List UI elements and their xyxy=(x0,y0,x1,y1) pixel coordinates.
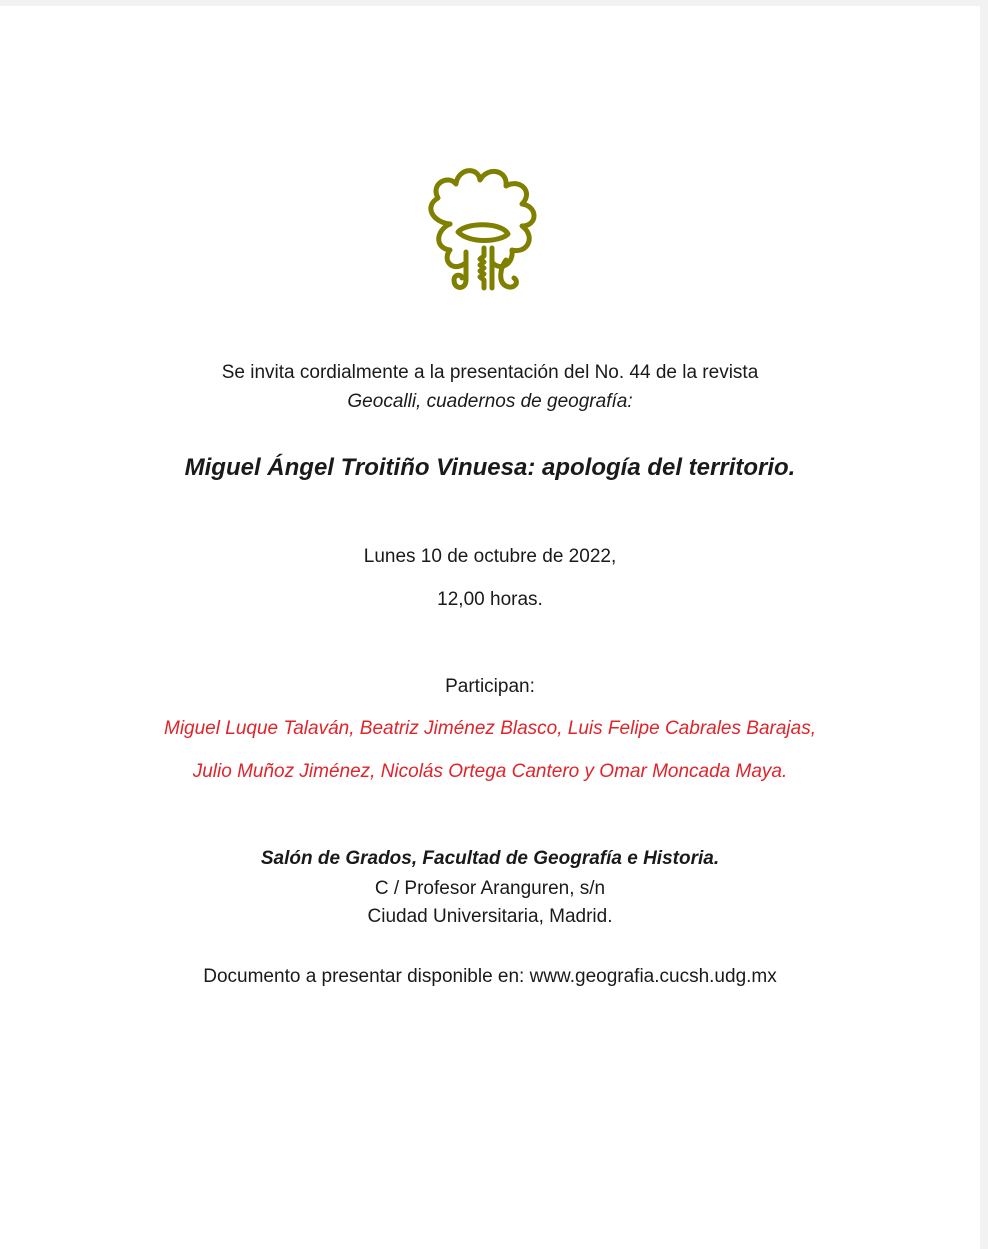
document-page xyxy=(0,6,980,1249)
venue-address-street: C / Profesor Aranguren, s/n xyxy=(374,878,606,899)
venue-address-city: Ciudad Universitaria, Madrid. xyxy=(367,906,613,927)
participants-label: Participan: xyxy=(445,676,535,697)
participants-names-line-1: Miguel Luque Talaván, Beatriz Jiménez Blasco, Luis Felipe Cabrales Barajas, xyxy=(164,718,816,739)
participants-names-line-2: Julio Muñoz Jiménez, Nicolás Ortega Cantero y Omar Moncada Maya. xyxy=(192,761,788,782)
invitation-intro: Se invita cordialmente a la presentación del No. 44 de la revista xyxy=(221,362,759,383)
journal-name: Geocalli, cuadernos de geografía: xyxy=(347,391,633,412)
geocalli-logo-icon xyxy=(410,156,558,306)
event-time: 12,00 horas. xyxy=(437,589,543,610)
document-availability: Documento a presentar disponible en: www.geografia.cucsh.udg.mx xyxy=(203,966,777,987)
venue-name: Salón de Grados, Facultad de Geografía e Historia. xyxy=(260,848,720,869)
event-date: Lunes 10 de octubre de 2022, xyxy=(363,546,617,567)
presentation-title: Miguel Ángel Troitiño Vinuesa: apología del territorio. xyxy=(184,454,796,481)
